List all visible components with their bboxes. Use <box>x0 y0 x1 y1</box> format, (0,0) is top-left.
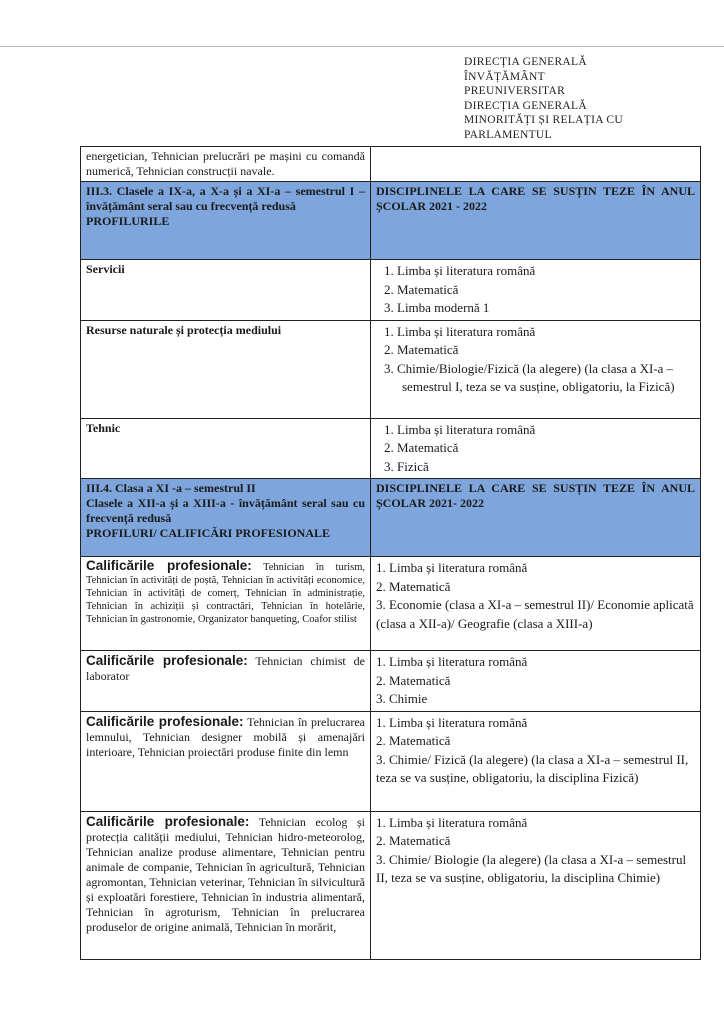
header-line: MINORITĂȚI ȘI RELAȚIA CU <box>464 114 623 126</box>
qualifications-label: Calificările profesionale: <box>86 558 252 573</box>
qualifications-text: Tehnician chimist de laborator <box>86 654 365 683</box>
qualifications-label: Calificările profesionale: <box>86 653 248 668</box>
qualifications-label: Calificările profesionale: <box>86 713 244 729</box>
discipline-item: 3. Economie (clasa a XI-a – semestrul II)/ Economie aplicată (clasa a XII-a)/ Geografie (clasa a XIII-a) <box>376 597 694 631</box>
discipline-item: 2. Matematică <box>376 833 451 848</box>
profile-name: Tehnic <box>81 418 371 479</box>
discipline-item: 2. Matematică <box>384 440 459 455</box>
discipline-item: 3. Chimie/Biologie/Fizică (la alegere) (la clasa a XI-a –semestrul I, teza se va susține, obligatoriu, la Fizică) <box>384 360 675 394</box>
empty-cell <box>371 147 701 182</box>
discipline-item: 2. Matematică <box>384 281 459 297</box>
qualifications-cell <box>81 651 371 712</box>
discipline-item: 1. Limba și literatura română <box>376 814 528 830</box>
section-4-subheading: Clasele a XII-a și a XIII-a - învățământ seral sau cu frecvență redusă <box>86 496 365 525</box>
disciplines-cell <box>371 320 701 418</box>
header-line: DIRECȚIA GENERALĂ <box>464 99 587 112</box>
section-4-heading: III.4. Clasa a XI -a – semestrul II <box>86 481 256 495</box>
header-line: DIRECȚIA GENERALĂ <box>464 56 587 68</box>
discipline-item: 3. Limba modernă 1 <box>384 300 490 315</box>
qualifications-cell <box>81 557 371 651</box>
discipline-item: 1. Limba și literatura română <box>384 421 536 437</box>
profile-name: Resurse naturale și protecția mediului <box>81 320 371 418</box>
disciplines-cell <box>371 557 701 651</box>
discipline-item: 1. Limba și literatura română <box>384 263 536 278</box>
discipline-item: 2. Matematică <box>376 578 451 594</box>
discipline-item: 3. Chimie/ Fizică (la alegere) (la clasa a XI-a – semestrul II, teza se va susține, obligatoriu, la disciplina Fizică) <box>376 751 689 785</box>
section-header-row <box>81 479 701 557</box>
section-4-disciplines-title <box>371 479 701 557</box>
disciplines-cell <box>371 711 701 811</box>
qualifications-cell <box>81 811 371 959</box>
disciplines-cell <box>371 260 701 321</box>
discipline-item: 2. Matematică <box>376 733 451 748</box>
table-row <box>81 260 701 321</box>
section-3-disciplines-title <box>371 182 701 260</box>
discipline-item: 1. Limba și literatura română <box>376 560 528 575</box>
table-row <box>81 320 701 418</box>
section-3-heading: III.3. Clasele a IX-a, a X-a și a XI-a – semestrul I – învățământ seral sau cu frecvență redusă <box>86 184 365 213</box>
qualifications-text: Tehnician în turism, Tehnician în activități de poștă, Tehnician în activități economice, Tehnician în activități de comerț, Tehnician în administrație, Tehnician în achiziții și contractări, Tehnician în hotelărie, Tehnician în gastronomie, Organizator banqueting, Coafor stilist <box>86 562 365 625</box>
section-4-right-title: DISCIPLINELE LA CARE SE SUSȚIN TEZE ÎN ANUL ȘCOLAR 2021- 2022 <box>376 481 695 510</box>
header-line: PREUNIVERSITAR <box>464 85 566 97</box>
exam-disciplines-table <box>80 146 701 960</box>
disciplines-cell <box>371 418 701 479</box>
discipline-item: 3. Chimie/ Biologie (la alegere) (la clasa a XI-a – semestrul II, teza se va susține, obligatoriu, la disciplina Chimie) <box>376 851 687 885</box>
disciplines-cell <box>371 811 701 959</box>
discipline-item: 2. Matematică <box>376 672 451 688</box>
discipline-item: 1. Limba și literatura română <box>376 714 528 730</box>
header-line: PARLAMENTUL <box>464 128 552 141</box>
table-row <box>81 811 701 959</box>
qualifications-text: Tehnician ecolog și protecția calității mediului, Tehnician hidro-meteorolog, Tehnician analize produse alimentare, Tehnician pentru animale de companie, Tehnician în agricultură, Tehnician agromontan, Tehnician veterinar, Tehnician în silvicultură și exploatări forestiere, Tehnician în industria alimentară, Tehnician în agroturism, Tehnician în prelucrarea produselor de origine animală, Tehnician în morărit, <box>86 814 365 934</box>
table-row <box>81 557 701 651</box>
profile-name: Servicii <box>81 260 371 321</box>
discipline-item: 2. Matematică <box>384 342 459 357</box>
continued-cell: energetician, Tehnician prelucrări pe mașini cu comandă numerică, Tehnician construcții navale. <box>81 147 371 182</box>
section-3-profiles-label: PROFILURILE <box>86 214 170 228</box>
qualifications-text: Tehnician în prelucrarea lemnului, Tehnician designer mobilă și amenajări interioare, Tehnician proiectări produse finite din lemn <box>86 714 365 759</box>
qualifications-label: Calificările profesionale: <box>86 813 250 829</box>
discipline-item: 3. Fizică <box>384 458 429 474</box>
table-row <box>81 418 701 479</box>
section-header-row <box>81 182 701 260</box>
disciplines-cell <box>371 651 701 712</box>
qualifications-cell <box>81 711 371 811</box>
section-3-right-title: DISCIPLINELE LA CARE SE SUSȚIN TEZE ÎN ANUL ȘCOLAR 2021 - 2022 <box>376 184 695 213</box>
discipline-item: 3. Chimie <box>376 691 428 706</box>
table-row <box>81 711 701 811</box>
header-rule <box>0 46 724 47</box>
discipline-item: 1. Limba și literatura română <box>376 654 528 669</box>
section-4-profiles-label: PROFILURI/ CALIFICĂRI PROFESIONALE <box>86 526 331 540</box>
table-row <box>81 147 701 182</box>
section-4-title <box>81 479 371 557</box>
table-row <box>81 651 701 712</box>
header-line: ÎNVĂȚĂMÂNT <box>464 70 545 83</box>
section-3-title <box>81 182 371 260</box>
discipline-item: 1. Limba și literatura română <box>384 323 536 339</box>
document-header <box>464 55 714 142</box>
